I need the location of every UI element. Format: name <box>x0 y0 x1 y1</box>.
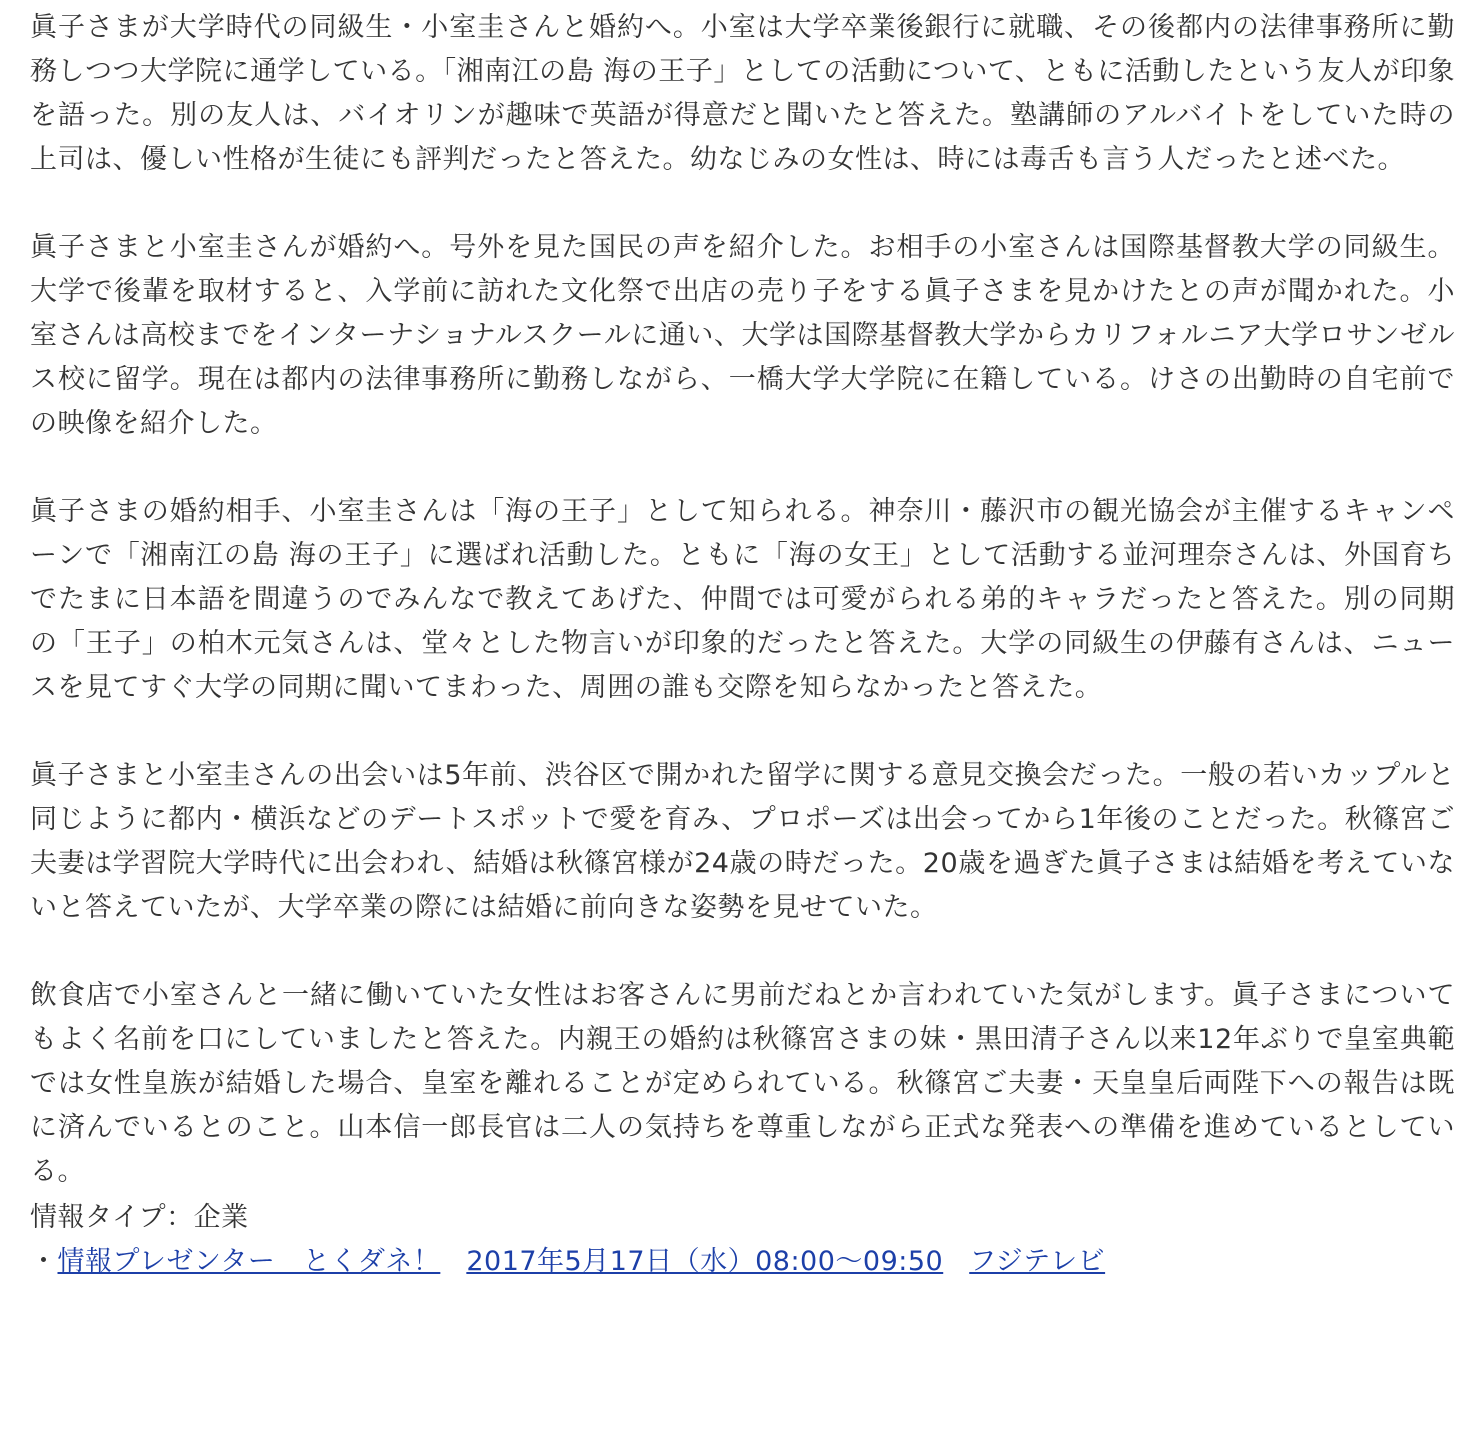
program-name-link[interactable]: 情報プレゼンター とくダネ！ <box>57 1246 441 1277</box>
channel-link[interactable]: フジテレビ <box>969 1246 1106 1277</box>
article-body <box>30 6 1455 1194</box>
article-paragraph-2: 眞子さまと小室圭さんが婚約へ。号外を見た国民の声を紹介した。お相手の小室さんは国際基督教大学の同級生。大学で後輩を取材すると、入学前に訪れた文化祭で出店の売り子をする眞子さまを見かけたとの声が聞かれた。小室さんは高校までをインターナショナルスクールに通い、大学は国際基督教大学からカリフォルニア大学ロサンゼルス校に留学。現在は都内の法律事務所に勤務しながら、一橋大学大学院に在籍している。けさの出勤時の自宅前での映像を紹介した。 <box>30 232 1456 439</box>
program-info-line <box>30 1240 1455 1284</box>
article-paragraph-5: 飲食店で小室さんと一緒に働いていた女性はお客さんに男前だねとか言われていた気がします。眞子さまについてもよく名前を口にしていましたと答えた。内親王の婚約は秋篠宮さまの妹・黒田清子さん以来12年ぶりで皇室典範では女性皇族が結婚した場合、皇室を離れることが定められている。秋篠宮ご夫妻・天皇皇后両陛下への報告は既に済んでいるとのこと。山本信一郎長官は二人の気持ちを尊重しながら正式な発表への準備を進めているとしている。 <box>30 980 1455 1187</box>
program-datetime-link[interactable]: 2017年5月17日（水）08:00～09:50 <box>466 1246 944 1277</box>
info-type-label: 情報タイプ：企業 <box>30 1202 249 1233</box>
bullet: ・ <box>30 1246 58 1277</box>
article-paragraph-1: 眞子さまが大学時代の同級生・小室圭さんと婚約へ。小室は大学卒業後銀行に就職、その後都内の法律事務所に勤務しつつ大学院に通学している。「湘南江の島 海の王子」としての活動について、ともに活動したという友人が印象を語った。別の友人は、バイオリンが趣味で英語が得意だと聞いたと答えた。塾講師のアルバイトをしていた時の上司は、優しい性格が生徒にも評判だったと答えた。幼なじみの女性は、時には毒舌も言う人だったと述べた。 <box>30 12 1455 175</box>
article-paragraph-4: 眞子さまと小室圭さんの出会いは5年前、渋谷区で開かれた留学に関する意見交換会だった。一般の若いカップルと同じように都内・横浜などのデートスポットで愛を育み、プロポーズは出会ってから1年後のことだった。秋篠宮ご夫妻は学習院大学時代に出会われ、結婚は秋篠宮様が24歳の時だった。20歳を過ぎた眞子さまは結婚を考えていないと答えていたが、大学卒業の際には結婚に前向きな姿勢を見せていた。 <box>30 760 1455 923</box>
article-paragraph-3: 眞子さまの婚約相手、小室圭さんは「海の王子」として知られる。神奈川・藤沢市の観光協会が主催するキャンペーンで「湘南江の島 海の王子」に選ばれ活動した。ともに「海の女王」として活動する並河理奈さんは、外国育ちでたまに日本語を間違うのでみんなで教えてあげた、仲間では可愛がられる弟的キャラだったと答えた。別の同期の「王子」の柏木元気さんは、堂々とした物言いが印象的だったと答えた。大学の同級生の伊藤有さんは、ニュースを見てすぐ大学の同期に聞いてまわった、周囲の誰も交際を知らなかったと答えた。 <box>30 496 1455 703</box>
